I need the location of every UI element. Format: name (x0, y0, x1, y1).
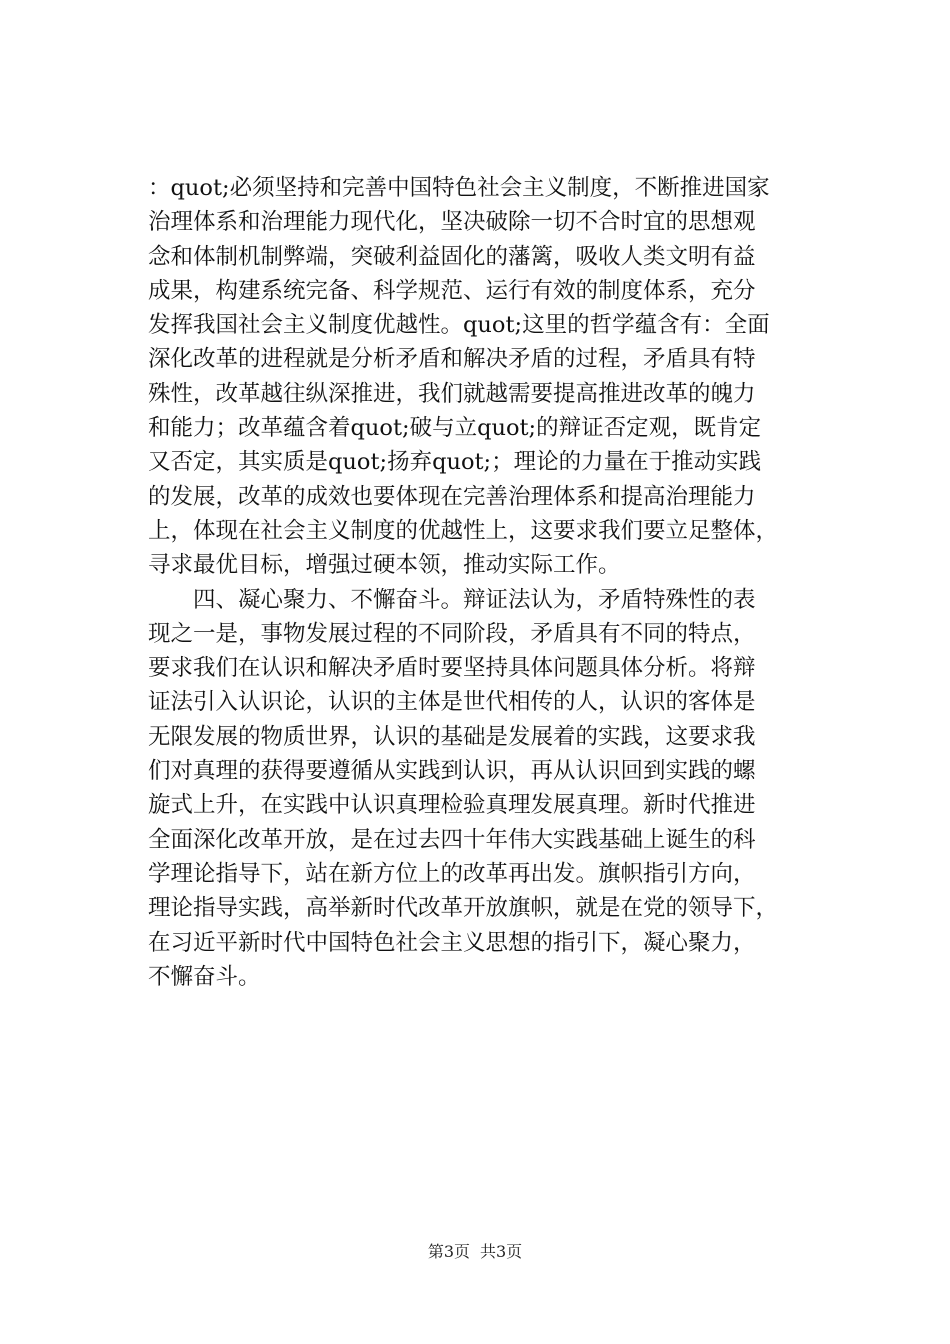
text-line: 上，体现在社会主义制度的优越性上，这要求我们要立足整体， (148, 517, 779, 544)
text-line: 旋式上升，在实践中认识真理检验真理发展真理。新时代推进 (148, 792, 756, 819)
text-line: 治理体系和治理能力现代化，坚决破除一切不合时宜的思想观 (148, 209, 756, 236)
paragraph-start-line: 四、凝心聚力、不懈奋斗。辩证法认为，矛盾特殊性的表 (148, 586, 756, 613)
text-line: 念和体制机制弊端，突破利益固化的藩篱，吸收人类文明有益 (148, 243, 756, 270)
body-text (148, 171, 853, 994)
text-line: 发挥我国社会主义制度优越性。quot;这里的哲学蕴含有：全面 (148, 312, 770, 339)
text-line: 不懈奋斗。 (148, 963, 261, 990)
text-line: 们对真理的获得要遵循从实践到认识，再从认识回到实践的螺 (148, 758, 756, 785)
text-line: 全面深化改革开放，是在过去四十年伟大实践基础上诞生的科 (148, 826, 756, 853)
text-line: 殊性，改革越往纵深推进，我们就越需要提高推进改革的魄力 (148, 380, 756, 407)
text-line: 又否定，其实质是quot;扬弃quot;；理论的力量在于推动实践 (148, 449, 762, 476)
page-number-label: 第3页 (427, 1242, 470, 1261)
text-line: 证法引入认识论，认识的主体是世代相传的人，认识的客体是 (148, 689, 756, 716)
page-total-label: 共3页 (480, 1242, 523, 1261)
text-line: 理论指导实践，高举新时代改革开放旗帜，就是在党的领导下， (148, 895, 779, 922)
text-line: 寻求最优目标，增强过硬本领，推动实际工作。 (148, 552, 621, 579)
text-line: 现之一是，事物发展过程的不同阶段，矛盾具有不同的特点， (148, 620, 756, 647)
text-line: 无限发展的物质世界，认识的基础是发展着的实践，这要求我 (148, 723, 756, 750)
text-line: 和能力；改革蕴含着quot;破与立quot;的辩证否定观，既肯定 (148, 415, 762, 442)
text-line: 的发展，改革的成效也要体现在完善治理体系和提高治理能力 (148, 483, 756, 510)
text-line: 在习近平新时代中国特色社会主义思想的指引下，凝心聚力， (148, 929, 756, 956)
text-line: 学理论指导下，站在新方位上的改革再出发。旗帜指引方向， (148, 860, 756, 887)
text-line: 成果，构建系统完备、科学规范、运行有效的制度体系，充分 (148, 277, 756, 304)
text-line: ：quot;必须坚持和完善中国特色社会主义制度，不断推进国家 (148, 175, 770, 201)
page-footer (0, 1240, 950, 1264)
text-line: 要求我们在认识和解决矛盾时要坚持具体问题具体分析。将辩 (148, 655, 756, 682)
text-line: 深化改革的进程就是分析矛盾和解决矛盾的过程，矛盾具有特 (148, 346, 756, 373)
